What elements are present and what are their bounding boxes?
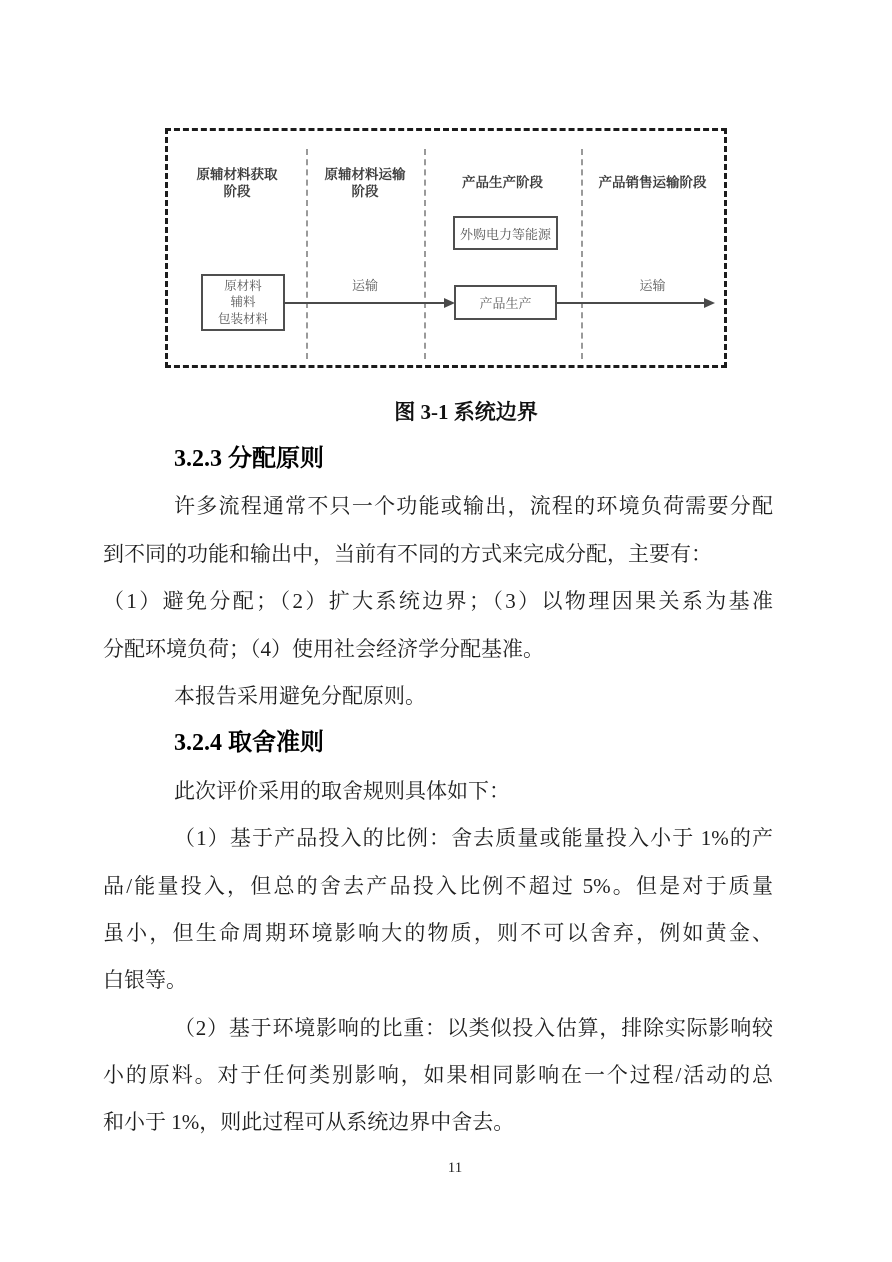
page-number: 11	[447, 1160, 463, 1176]
figure-caption: 图 3-1 系统边界	[394, 400, 538, 424]
energy-node-label: 外购电力等能源	[459, 226, 551, 242]
stage-title-line: 原辅材料获取	[196, 167, 278, 182]
energy-node	[453, 216, 558, 250]
stage-title-line: 产品销售运输阶段	[598, 175, 707, 190]
production-node	[454, 285, 557, 320]
body-line: （1）基于产品投入的比例：舍去质量或能量投入小于 1%的产	[174, 826, 773, 851]
transport-label-1: 运输	[351, 278, 378, 293]
document-body	[103, 436, 773, 1147]
section-heading-323: 3.2.3 分配原则	[174, 446, 324, 472]
stage-title-material-acquisition	[168, 167, 306, 200]
production-node-label: 产品生产	[479, 296, 532, 311]
stage-title-line: 原辅材料运输	[324, 167, 406, 182]
transport-arrow-1	[283, 302, 447, 304]
body-line: 到不同的功能和输出中，当前有不同的方式来完成分配，主要有：	[103, 541, 712, 566]
transport-arrow-1-head	[444, 298, 455, 308]
body-line: 许多流程通常不只一个功能或输出，流程的环境负荷需要分配	[174, 494, 773, 519]
stage-title-line: 阶段	[223, 183, 251, 199]
body-line: 本报告采用避免分配原则。	[174, 683, 426, 708]
materials-node-line: 辅料	[230, 295, 256, 310]
body-line: 品/能量投入，但总的舍去产品投入比例不超过 5%。但是对于质量	[103, 873, 773, 898]
body-line: 分配环境负荷；（4）使用社会经济学分配基准。	[103, 636, 544, 661]
system-boundary-diagram	[165, 128, 727, 368]
stage-title-sales-transport	[581, 175, 724, 192]
materials-node	[201, 274, 285, 331]
materials-node-line: 原材料	[224, 278, 262, 293]
transport-label-2: 运输	[639, 278, 666, 293]
body-line: （1）避免分配；（2）扩大系统边界；（3）以物理因果关系为基准	[103, 589, 773, 614]
transport-arrow-2-head	[704, 298, 715, 308]
body-line: 小的原料。对于任何类别影响，如果相同影响在一个过程/活动的总	[103, 1063, 773, 1088]
transport-arrow-2	[555, 302, 705, 304]
stage-title-production	[424, 175, 581, 192]
body-line: 此次评价采用的取舍规则具体如下：	[174, 778, 510, 803]
section-heading-324: 3.2.4 取舍准则	[174, 730, 324, 757]
body-line: 白银等。	[103, 968, 187, 993]
materials-node-line: 包装材料	[217, 311, 268, 326]
stage-title-material-transport	[306, 167, 424, 200]
stage-title-line: 产品生产阶段	[462, 175, 543, 190]
body-line: 和小于 1%，则此过程可从系统边界中舍去。	[103, 1110, 515, 1135]
body-line: （2）基于环境影响的比重：以类似投入估算，排除实际影响较	[174, 1015, 773, 1040]
body-line: 虽小，但生命周期环境影响大的物质，则不可以舍弃，例如黄金、	[103, 920, 773, 945]
stage-title-line: 阶段	[351, 183, 379, 199]
